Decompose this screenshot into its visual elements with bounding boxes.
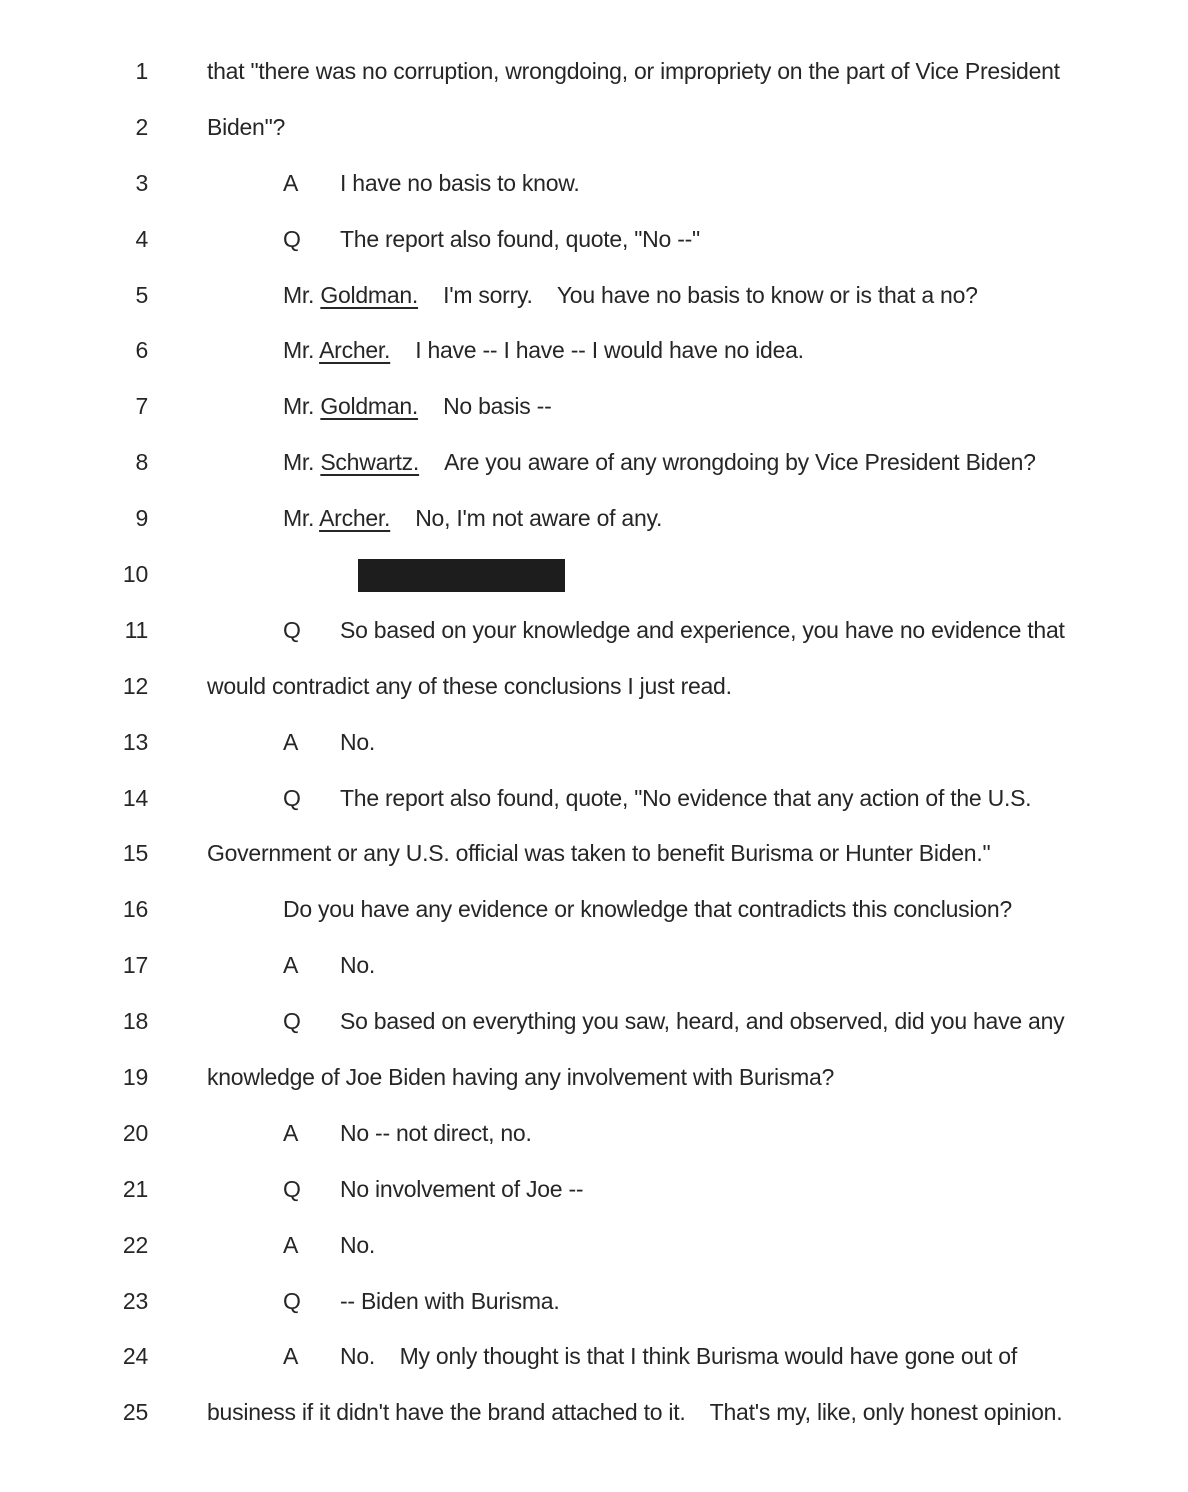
line-number: 8 <box>135 449 148 476</box>
line-number: 24 <box>122 1343 148 1370</box>
qa-letter: A <box>283 169 299 196</box>
line-text: No. <box>340 728 376 755</box>
speaker-prefix: Mr. <box>283 393 321 420</box>
redacted-line <box>207 547 565 603</box>
speaker-line <box>207 379 552 435</box>
speaker-name: Goldman. <box>320 393 419 420</box>
line-number: 18 <box>122 1008 148 1035</box>
qa-line <box>207 1218 375 1274</box>
transcript-line <box>0 212 1188 268</box>
line-text: -- Biden with Burisma. <box>340 1287 560 1314</box>
speaker-name: Goldman. <box>320 281 419 308</box>
qa-line <box>207 212 700 268</box>
speaker-prefix: Mr. <box>283 281 321 308</box>
qa-letter: Q <box>283 225 301 252</box>
transcript-line <box>0 1385 1188 1441</box>
line-number: 22 <box>122 1231 148 1258</box>
qa-line <box>207 715 375 771</box>
transcript-line <box>0 826 1188 882</box>
qa-letter: Q <box>283 1287 301 1314</box>
speaker-line <box>207 268 978 324</box>
line-number: 2 <box>135 113 148 140</box>
line-text: knowledge of Joe Biden having any involvement with Burisma? <box>207 1064 835 1091</box>
line-text: No. <box>340 1231 376 1258</box>
qa-letter: Q <box>283 1008 301 1035</box>
speaker-name: Schwartz. <box>320 449 420 476</box>
qa-letter: A <box>283 1343 299 1370</box>
line-text: Are you aware of any wrongdoing by Vice President Biden? <box>444 449 1036 476</box>
line-text: Do you have any evidence or knowledge that contradicts this conclusion? <box>283 896 1012 923</box>
line-number: 16 <box>122 896 148 923</box>
line-text: No, I'm not aware of any. <box>415 505 663 532</box>
transcript-line <box>0 715 1188 771</box>
line-text: I have -- I have -- I would have no idea. <box>415 337 804 364</box>
transcript-line <box>0 994 1188 1050</box>
line-number: 11 <box>124 616 148 643</box>
line-number: 19 <box>122 1064 148 1091</box>
speaker-prefix: Mr. <box>283 505 320 532</box>
speaker-line <box>207 435 1036 491</box>
line-number: 3 <box>135 169 148 196</box>
line-text: The report also found, quote, "No evidence that any action of the U.S. <box>340 784 1032 811</box>
transcript-line <box>0 547 1188 603</box>
qa-letter: A <box>283 728 299 755</box>
line-text: I'm sorry. You have no basis to know or is that a no? <box>443 281 978 308</box>
qa-letter: Q <box>283 1175 301 1202</box>
line-text: So based on your knowledge and experience, you have no evidence that <box>340 616 1065 643</box>
transcript-line <box>0 435 1188 491</box>
qa-line <box>207 771 1031 827</box>
line-text: No -- not direct, no. <box>340 1119 532 1146</box>
transcript-line <box>0 156 1188 212</box>
transcript-line <box>0 1274 1188 1330</box>
transcript-line <box>0 1162 1188 1218</box>
speaker-line <box>207 323 804 379</box>
qa-letter: A <box>283 1119 299 1146</box>
transcript-line <box>0 379 1188 435</box>
qa-letter: Q <box>283 784 301 811</box>
transcript-line <box>0 44 1188 100</box>
transcript-line <box>0 268 1188 324</box>
line-text: that "there was no corruption, wrongdoing, or impropriety on the part of Vice President <box>207 58 1060 84</box>
transcript-line <box>0 491 1188 547</box>
transcript-line <box>0 1218 1188 1274</box>
line-number: 10 <box>122 561 148 588</box>
line-text: The report also found, quote, "No --" <box>340 225 700 252</box>
qa-line <box>207 156 580 212</box>
qa-line <box>207 1329 1017 1385</box>
transcript-line <box>0 100 1188 156</box>
speaker-prefix: Mr. <box>283 449 321 476</box>
line-number: 12 <box>122 672 148 699</box>
line-text: business if it didn't have the brand attached to it. That's my, like, only honest opinion. <box>207 1399 1063 1426</box>
line-number: 21 <box>122 1175 148 1202</box>
speaker-name: Archer. <box>319 505 391 532</box>
speaker-prefix: Mr. <box>283 337 320 364</box>
transcript-line <box>0 323 1188 379</box>
line-number: 14 <box>122 784 148 811</box>
line-number: 17 <box>122 952 148 979</box>
line-text: No. My only thought is that I think Burisma would have gone out of <box>340 1343 1017 1370</box>
speaker-name: Archer. <box>319 337 391 364</box>
transcript-line <box>0 938 1188 994</box>
qa-letter: Q <box>283 616 301 643</box>
line-number: 7 <box>135 393 148 420</box>
line-text: I have no basis to know. <box>340 169 580 196</box>
qa-line <box>207 1106 532 1162</box>
transcript-line <box>0 1329 1188 1385</box>
qa-line <box>207 1274 559 1330</box>
qa-letter: A <box>283 952 299 979</box>
line-number: 6 <box>135 337 148 364</box>
line-number: 23 <box>122 1287 148 1314</box>
transcript-line <box>0 603 1188 659</box>
transcript-line <box>0 771 1188 827</box>
line-number: 4 <box>135 225 148 252</box>
line-text: No. <box>340 952 376 979</box>
qa-line <box>207 603 1065 659</box>
line-number: 13 <box>122 728 148 755</box>
transcript-lines <box>0 44 1188 1441</box>
transcript-line <box>0 1106 1188 1162</box>
qa-line <box>207 1162 583 1218</box>
line-text: No involvement of Joe -- <box>340 1175 584 1202</box>
line-text: Biden"? <box>207 113 286 140</box>
qa-letter: A <box>283 1231 299 1258</box>
qa-line <box>207 938 375 994</box>
line-text: No basis -- <box>443 393 552 420</box>
line-text: So based on everything you saw, heard, and observed, did you have any <box>340 1008 1065 1035</box>
line-number: 20 <box>122 1119 148 1146</box>
line-number: 15 <box>122 840 148 867</box>
transcript-line <box>0 882 1188 938</box>
line-number: 25 <box>122 1399 148 1426</box>
transcript-line <box>0 1050 1188 1106</box>
speaker-line <box>207 491 662 547</box>
line-number: 1 <box>135 58 148 84</box>
line-number: 5 <box>135 281 148 308</box>
qa-line <box>207 994 1064 1050</box>
line-number: 9 <box>135 505 148 532</box>
line-text: Government or any U.S. official was taken to benefit Burisma or Hunter Biden." <box>207 840 991 867</box>
transcript-line <box>0 659 1188 715</box>
line-text: would contradict any of these conclusions I just read. <box>207 672 732 699</box>
redaction-box <box>358 559 565 592</box>
